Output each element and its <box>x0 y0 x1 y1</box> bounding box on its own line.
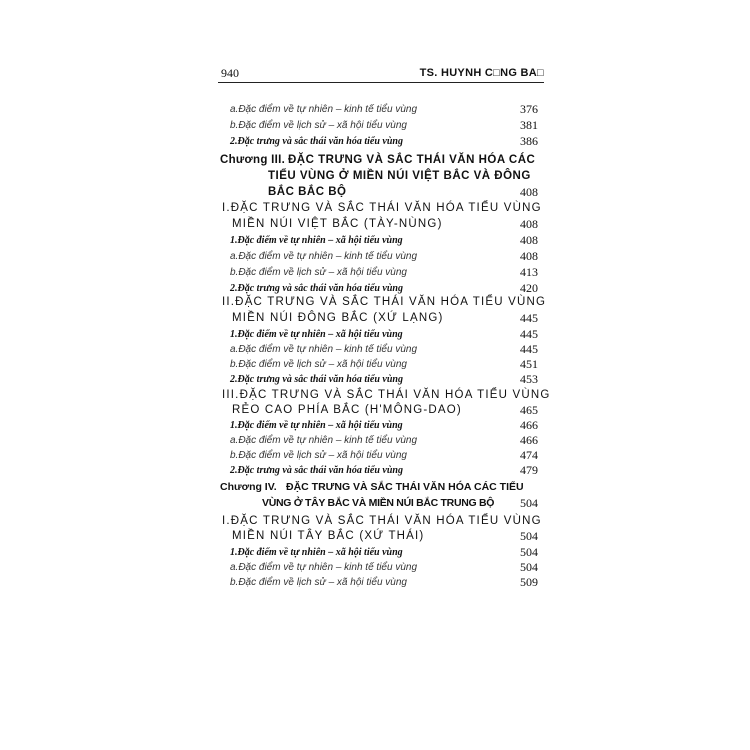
section-title-line: RẺO CAO PHÍA BẮC (H'MÔNG-DAO) <box>232 404 462 416</box>
toc-entry-title: 2.Đặc trưng và sắc thái văn hóa tiểu vùng <box>230 283 403 294</box>
section-heading <box>0 529 750 544</box>
toc-entry-title: b.Đặc điểm về lịch sử – xã hội tiểu vùng <box>230 577 407 588</box>
toc-entry-title: a.Đặc điểm về tự nhiên – kinh tế tiểu vùng <box>230 251 418 262</box>
toc-entry-title: 1.Đặc điểm về tự nhiên – xã hội tiểu vùng <box>230 420 403 431</box>
chapter-title-line: ĐẶC TRƯNG VÀ SẮC THÁI VĂN HÓA CÁC TIỂU <box>286 481 524 493</box>
toc-entry <box>0 560 750 575</box>
toc-entry <box>0 327 750 342</box>
toc-page-number: 465 <box>520 403 538 417</box>
section-title-line: MIỀN NÚI TÂY BẮC (XỨ THÁI) <box>232 530 425 542</box>
toc-page-number: 408 <box>520 185 538 199</box>
section-title-line: II.ĐẶC TRƯNG VÀ SẮC THÁI VĂN HÓA TIỂU VÙNG <box>222 296 547 308</box>
toc-entry <box>0 265 750 280</box>
toc-page-number: 420 <box>520 281 538 295</box>
toc-entry <box>0 418 750 433</box>
section-title-line: III.ĐẶC TRƯNG VÀ SẮC THÁI VĂN HÓA TIỂU VÙNG <box>222 389 551 401</box>
toc-entry-title: 2.Đặc trưng và sắc thái văn hóa tiểu vùng <box>230 374 403 385</box>
chapter-heading <box>0 153 750 168</box>
toc-entry <box>0 448 750 463</box>
chapter-title-line: BẮC BẮC BỘ <box>268 186 347 198</box>
toc-entry-title: 2.Đặc trưng và sắc thái văn hóa tiểu vùng <box>230 136 403 147</box>
toc-page-number: 445 <box>520 311 538 325</box>
chapter-heading <box>0 185 750 200</box>
toc-entry-title: b.Đặc điểm về lịch sử – xã hội tiểu vùng <box>230 120 407 131</box>
chapter-heading <box>0 496 750 511</box>
toc-page-number: 445 <box>520 327 538 341</box>
section-heading <box>0 388 750 403</box>
chapter-title-line: VÙNG Ở TÂY BẮC VÀ MIỀN NÚI BẮC TRUNG BỘ <box>262 497 495 509</box>
chapter-title-line: TIỂU VÙNG Ở MIỀN NÚI VIỆT BẮC VÀ ĐÔNG <box>268 170 531 182</box>
toc-page-number: 451 <box>520 357 538 371</box>
toc-page-number: 479 <box>520 463 538 477</box>
toc-page-number: 408 <box>520 249 538 263</box>
toc-entry-title: 1.Đặc điểm về tự nhiên – xã hội tiểu vùng <box>230 547 403 558</box>
toc-entry <box>0 102 750 117</box>
toc-entry <box>0 249 750 264</box>
toc-entry-title: a.Đặc điểm về tự nhiên – kinh tế tiểu vùng <box>230 562 418 573</box>
section-heading <box>0 403 750 418</box>
toc-entry <box>0 134 750 149</box>
toc-entry-title: a.Đặc điểm về tự nhiên – kinh tế tiểu vùng <box>230 344 418 355</box>
toc-page-number: 408 <box>520 233 538 247</box>
section-title-line: MIỀN NÚI ĐÔNG BẮC (XỨ LẠNG) <box>232 312 444 324</box>
toc-entry-title: b.Đặc điểm về lịch sử – xã hội tiểu vùng <box>230 450 407 461</box>
toc-entry <box>0 357 750 372</box>
toc-entry <box>0 281 750 296</box>
toc-page-number: 504 <box>520 545 538 559</box>
running-header <box>218 60 544 83</box>
toc-page-number: 413 <box>520 265 538 279</box>
section-heading <box>0 311 750 326</box>
toc-page-number: 504 <box>520 529 538 543</box>
toc-page-number: 453 <box>520 372 538 386</box>
chapter-label: Chương IV. <box>220 481 277 493</box>
section-heading <box>0 201 750 216</box>
chapter-label: Chương III. <box>220 154 286 166</box>
toc-page-number: 466 <box>520 433 538 447</box>
chapter-heading <box>0 169 750 184</box>
toc-entry-title: 2.Đặc trưng và sắc thái văn hóa tiểu vùng <box>230 465 403 476</box>
chapter-title-line: ĐẶC TRƯNG VÀ SẮC THÁI VĂN HÓA CÁC <box>288 154 536 166</box>
toc-entry <box>0 463 750 478</box>
toc-entry <box>0 342 750 357</box>
toc-entry <box>0 372 750 387</box>
toc-entry-title: a.Đặc điểm về tự nhiên – kinh tế tiểu vùng <box>230 435 418 446</box>
toc-page-number: 445 <box>520 342 538 356</box>
section-title-line: I.ĐẶC TRƯNG VÀ SẮC THÁI VĂN HÓA TIỂU VÙNG <box>222 202 542 214</box>
section-heading <box>0 217 750 232</box>
toc-entry <box>0 575 750 590</box>
toc-page-number: 376 <box>520 102 538 116</box>
toc-entry <box>0 118 750 133</box>
page-number: 940 <box>221 66 239 80</box>
section-heading <box>0 514 750 529</box>
toc-entry-title: 1.Đặc điểm về tự nhiên – xã hội tiểu vùng <box>230 235 403 246</box>
toc-entry <box>0 233 750 248</box>
toc-page-number: 466 <box>520 418 538 432</box>
toc-page-number: 504 <box>520 560 538 574</box>
toc-entry <box>0 433 750 448</box>
toc-entry-title: a.Đặc điểm về tự nhiên – kinh tế tiểu vùng <box>230 104 418 115</box>
toc-entry-title: b.Đặc điểm về lịch sử – xã hội tiểu vùng <box>230 359 407 370</box>
chapter-heading <box>0 480 750 495</box>
toc-entry-title: 1.Đặc điểm về tự nhiên – xã hội tiểu vùng <box>230 329 403 340</box>
toc-page-number: 381 <box>520 118 538 132</box>
toc-page-number: 386 <box>520 134 538 148</box>
toc-page-number: 408 <box>520 217 538 231</box>
toc-entry <box>0 545 750 560</box>
section-title-line: I.ĐẶC TRƯNG VÀ SẮC THÁI VĂN HÓA TIỂU VÙNG <box>222 515 542 527</box>
author-name: TS. HUYNH C□NG BA□ <box>419 67 544 79</box>
toc-entry-title: b.Đặc điểm về lịch sử – xã hội tiểu vùng <box>230 267 407 278</box>
toc-page-number: 474 <box>520 448 538 462</box>
section-heading <box>0 295 750 310</box>
toc-page-number: 509 <box>520 575 538 589</box>
toc-page-number: 504 <box>520 496 538 510</box>
section-title-line: MIỀN NÚI VIỆT BẮC (TÀY-NÙNG) <box>232 218 443 230</box>
